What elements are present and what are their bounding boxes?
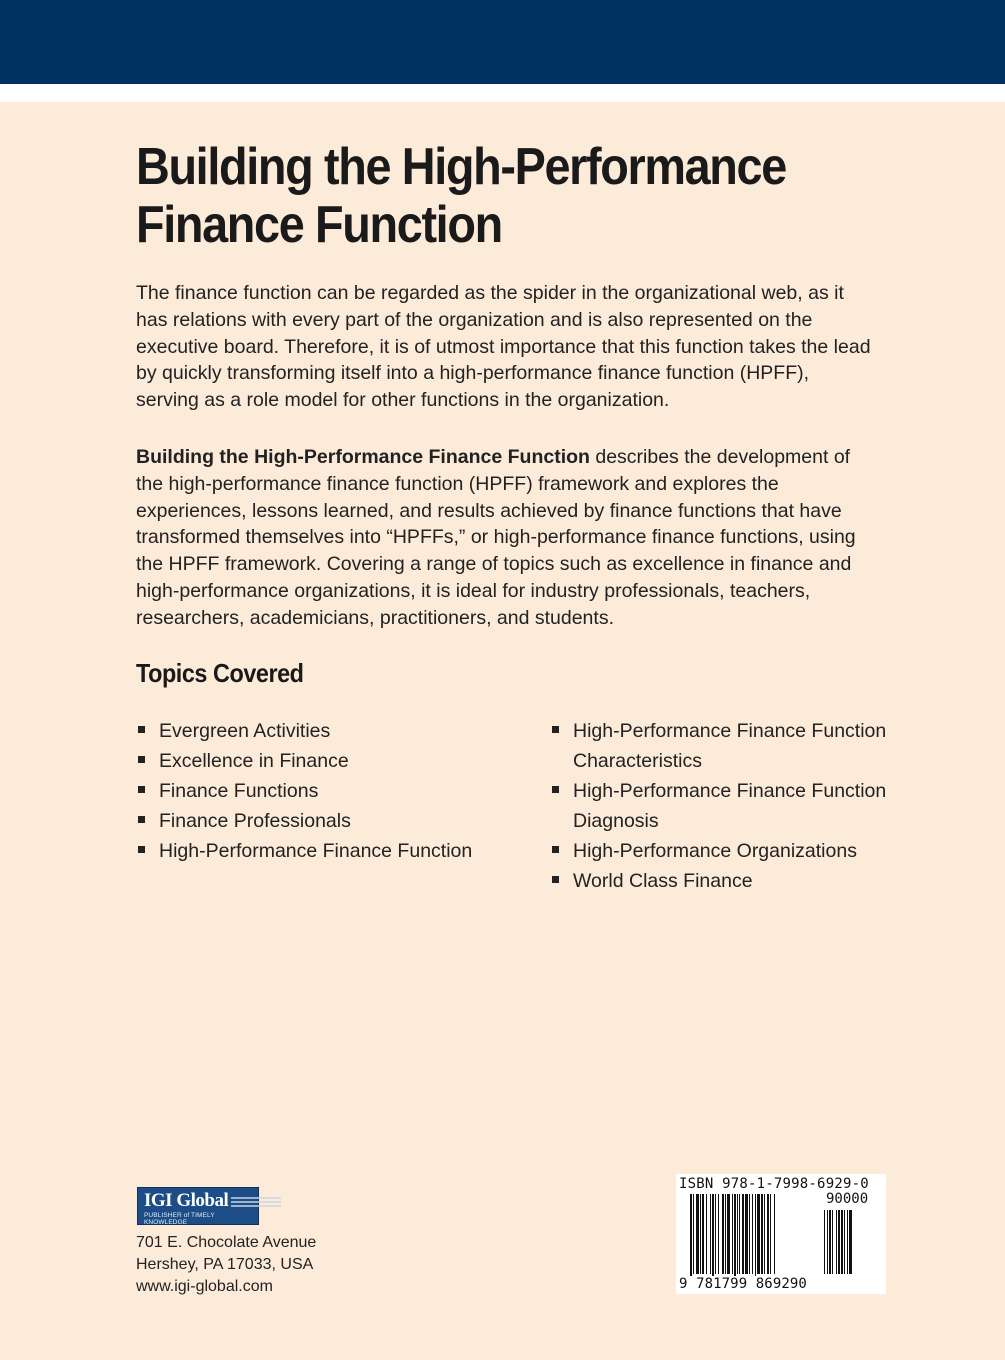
barcode-bar: [718, 1194, 719, 1274]
bullet-square-icon: [138, 846, 145, 853]
address-line-2: Hershey, PA 17033, USA: [136, 1256, 314, 1273]
topic-item: [136, 776, 516, 806]
barcode-bar: [770, 1194, 771, 1274]
isbn-text: ISBN 978-1-7998-6929-0: [679, 1176, 869, 1192]
barcode-addon-bar: [824, 1210, 825, 1274]
barcode-addon-bar: [849, 1210, 852, 1274]
bullet-square-icon: [552, 876, 559, 883]
description-paragraph-1: The finance function can be regarded as the spider in the organizational web, as it has relations with every part of the organization and is also represented on the executive board. Therefore, it is of utmost importance that this function takes the lead by quickly transforming itself into a high-performance finance function (HPFF), serving as a role model for other functions in the organization.: [136, 282, 871, 412]
barcode-bar: [722, 1194, 724, 1274]
barcode-addon-bar: [829, 1210, 831, 1274]
logo-swoosh-icon: [231, 1195, 283, 1211]
description-paragraph-2: [136, 444, 876, 632]
bullet-square-icon: [552, 786, 559, 793]
description-book-title-bold: Building the High-Performance Finance Function: [136, 446, 590, 468]
topic-item: [550, 866, 910, 896]
barcode-bar: [706, 1194, 707, 1274]
book-title-line1: Building the High-Performance: [136, 138, 786, 196]
barcode-bar: [702, 1194, 704, 1274]
bullet-square-icon: [138, 756, 145, 763]
publisher-address: [136, 1232, 316, 1298]
isbn-barcode: [676, 1174, 886, 1294]
barcode-bar: [715, 1194, 716, 1274]
barcode-bar: [757, 1194, 760, 1274]
barcode-bar: [690, 1194, 692, 1280]
bullet-square-icon: [552, 726, 559, 733]
barcode-bar: [700, 1194, 701, 1274]
bullet-square-icon: [138, 786, 145, 793]
barcode-addon-bar: [827, 1210, 828, 1274]
barcode-bar: [710, 1194, 711, 1274]
topic-item: [136, 836, 516, 866]
topic-label: Finance Professionals: [159, 810, 351, 832]
bullet-square-icon: [138, 726, 145, 733]
barcode-bar: [693, 1194, 694, 1274]
logo-tagline: PUBLISHER of TIMELY KNOWLEDGE: [144, 1212, 215, 1226]
topic-item: [136, 746, 516, 776]
topic-item: [136, 716, 516, 746]
book-title: [136, 138, 874, 254]
topic-label: High-Performance Finance Function Characteristics: [573, 720, 887, 772]
topic-item: [550, 776, 910, 836]
barcode-bar: [727, 1194, 730, 1274]
barcode-ean-digits: 9 781799 869290: [679, 1276, 807, 1292]
barcode-bar: [737, 1194, 738, 1274]
barcode-bar: [749, 1194, 750, 1274]
address-line-1: 701 E. Chocolate Avenue: [136, 1234, 317, 1251]
description-paragraph-2-text: describes the development of the high-performance finance function (HPFF) framework and explores the experiences, lessons learned, and results achieved by finance functions that have transformed themselves into “HPFFs,” or high-performance finance functions, using the HPFF framework. Covering a range of topics such as excellence in finance and high-performance organizations, it is ideal for industry professionals, teachers, researchers, academicians, practitioners, and students.: [136, 446, 856, 629]
barcode-bar: [734, 1194, 736, 1280]
topic-item: [550, 836, 910, 866]
bullet-square-icon: [552, 846, 559, 853]
book-title-line2: Finance Function: [136, 196, 502, 254]
topic-label: High-Performance Organizations: [573, 840, 857, 862]
barcode-bar: [755, 1194, 756, 1280]
barcode-addon-bar: [836, 1210, 837, 1274]
barcode-bar: [767, 1194, 769, 1274]
topics-heading: Topics Covered: [136, 658, 304, 688]
topic-item: [136, 806, 516, 836]
barcode-bar: [696, 1194, 699, 1274]
barcode-bar: [732, 1194, 733, 1274]
barcode-bar: [764, 1194, 765, 1274]
topic-label: Finance Functions: [159, 780, 319, 802]
igi-global-logo: [137, 1187, 287, 1225]
publisher-website: www.igi-global.com: [136, 1278, 273, 1295]
barcode-bar: [725, 1194, 726, 1274]
barcode-bar: [739, 1194, 740, 1274]
barcode-bar: [745, 1194, 748, 1274]
barcode-bar: [774, 1194, 775, 1274]
logo-name: IGI Global: [144, 1190, 229, 1211]
barcode-bar: [752, 1194, 753, 1274]
topic-label: High-Performance Finance Function Diagnosis: [573, 780, 887, 832]
barcode-addon-bar: [844, 1210, 845, 1274]
barcode-addon-bar: [832, 1210, 833, 1274]
white-divider-strip: [0, 84, 1005, 102]
top-color-band: [0, 0, 1005, 84]
barcode-addon-bar: [838, 1210, 840, 1274]
barcode-addon-bar: [847, 1210, 848, 1274]
barcode-addon-digits: 90000: [826, 1191, 869, 1207]
barcode-bar: [761, 1194, 763, 1274]
topic-label: Excellence in Finance: [159, 750, 349, 772]
topics-list-right: [550, 716, 910, 896]
topic-label: High-Performance Finance Function: [159, 840, 473, 862]
barcode-addon-bar: [841, 1210, 843, 1274]
bullet-square-icon: [138, 816, 145, 823]
topic-item: [550, 716, 910, 776]
barcode-bar: [742, 1194, 744, 1274]
barcode-bar: [712, 1194, 714, 1280]
topics-list-left: [136, 716, 516, 866]
topic-label: Evergreen Activities: [159, 720, 331, 742]
topic-label: World Class Finance: [573, 870, 753, 892]
